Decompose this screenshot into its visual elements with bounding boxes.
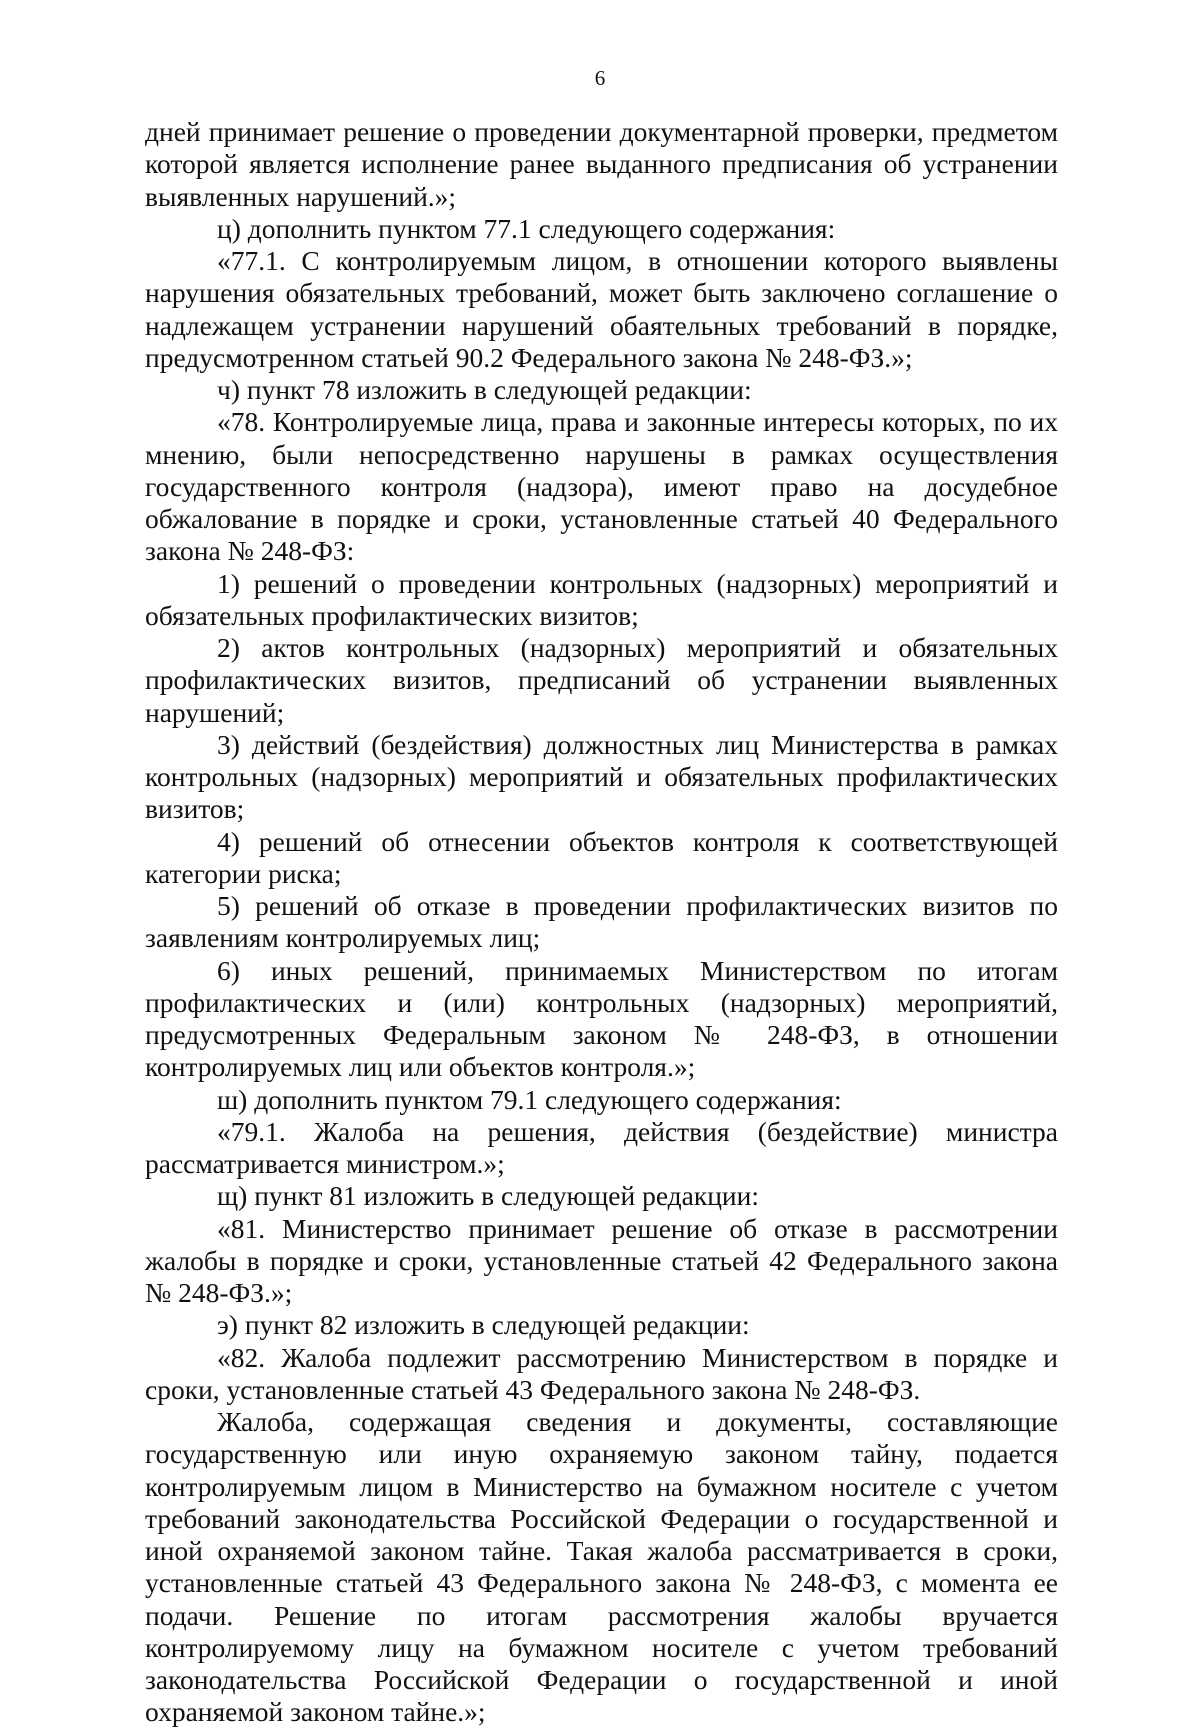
paragraph-amendment-ch: ч) пункт 78 изложить в следующей редакции: bbox=[217, 374, 752, 405]
list-item-2: 2) актов контрольных (надзорных) мероприятий и обязательных профилактических визитов, предписаний об устранении выявленных нарушений; bbox=[145, 632, 1058, 728]
page-number: 6 bbox=[594, 66, 606, 90]
list-item-4: 4) решений об отнесении объектов контроля к соответствующей категории риска; bbox=[145, 825, 1058, 889]
list-item-1: 1) решений о проведении контрольных (надзорных) мероприятий и обязательных профилактических визитов; bbox=[145, 567, 1058, 631]
paragraph-clause-81: «81. Министерство принимает решение об отказе в рассмотрении жалобы в порядке и сроки, установленные статьей 42 Федерального закона № 248-ФЗ.»; bbox=[145, 1212, 1058, 1308]
paragraph-amendment-shch: щ) пункт 81 изложить в следующей редакции: bbox=[217, 1180, 760, 1212]
paragraph-amendment-e: э) пункт 82 изложить в следующей редакции: bbox=[217, 1309, 750, 1341]
paragraph-clause-79-1: «79.1. Жалоба на решения, действия (бездействие) министра рассматривается министром.»; bbox=[145, 1115, 1058, 1179]
paragraph-clause-77-1: «77.1. С контролируемым лицом, в отношении которого выявлены нарушения обязательных требований, может быть заключено соглашение о надлежащем устранении нарушений обаятельных требований в порядке, предусмотренном статьей 90.2 Федерального закона № 248-ФЗ.»; bbox=[145, 245, 1058, 373]
list-item-6: 6) иных решений, принимаемых Министерством по итогам профилактических и (или) контрольных (надзорных) мероприятий, предусмотренных Федеральным законом № 248-ФЗ, в отношении контролируемых лиц или объектов контроля.»; bbox=[145, 954, 1058, 1083]
list-item-5: 5) решений об отказе в проведении профилактических визитов по заявлениям контролируемых лиц; bbox=[145, 890, 1058, 954]
paragraph-clause-82-secret: Жалоба, содержащая сведения и документы, составляющие государственную или иную охраняемую законом тайну, подается контролируемым лицом в Министерство на бумажном носителе с учетом требований законодательства Российской Федерации о государственной и иной охраняемой законом тайне. Такая жалоба рассматривается в сроки, установленные статьей 43 Федерального закона № 248-ФЗ, с момента ее подачи. Решение по итогам рассмотрения жалобы вручается контролируемому лицу на бумажном носителе с учетом требований законодательства Российской Федерации о государственной и иной охраняемой законом тайне.»; bbox=[145, 1406, 1058, 1728]
document-body bbox=[145, 116, 1058, 1729]
paragraph-amendment-sh: ш) дополнить пунктом 79.1 следующего содержания: bbox=[217, 1083, 842, 1115]
list-item-3: 3) действий (бездействия) должностных лиц Министерства в рамках контрольных (надзорных) мероприятий и обязательных профилактических визитов; bbox=[145, 728, 1058, 825]
paragraph-clause-82: «82. Жалоба подлежит рассмотрению Министерством в порядке и сроки, установленные статьей 43 Федерального закона № 248-ФЗ. bbox=[145, 1341, 1058, 1405]
paragraph-continuation: дней принимает решение о проведении документарной проверки, предметом которой является исполнение ранее выданного предписания об устранении выявленных нарушений.»; bbox=[145, 116, 1058, 212]
paragraph-amendment-ts: ц) дополнить пунктом 77.1 следующего содержания: bbox=[217, 212, 836, 244]
paragraph-clause-78: «78. Контролируемые лица, права и законные интересы которых, по их мнению, были непосредственно нарушены в рамках осуществления государственного контроля (надзора), имеют право на досудебное обжалование в порядке и сроки, установленные статьей 40 Федерального закона № 248-ФЗ: bbox=[145, 406, 1058, 567]
